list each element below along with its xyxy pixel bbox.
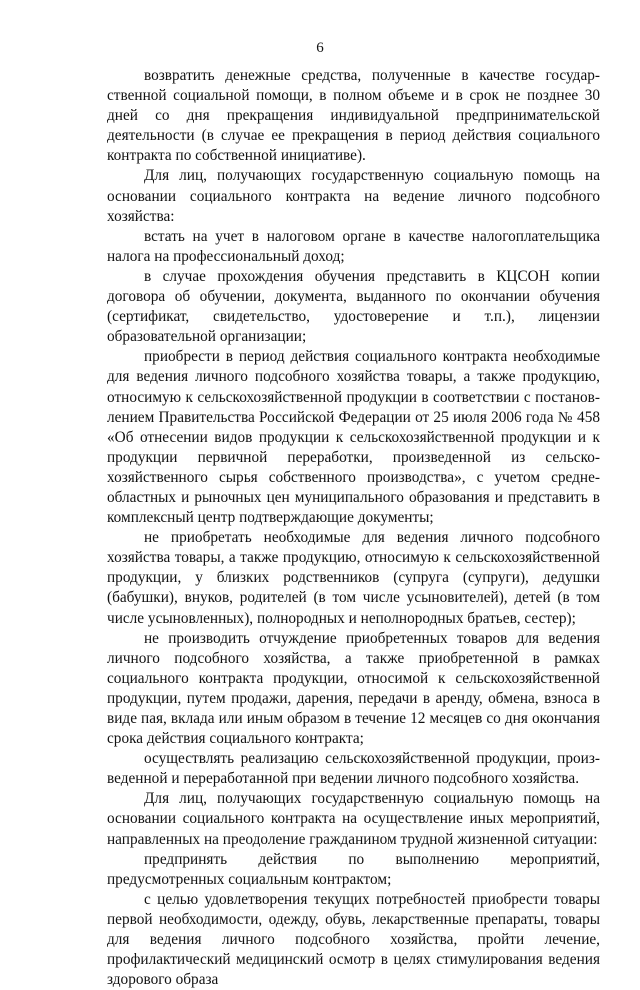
paragraph-take-actions: предпринять действия по выполнению мероприятий, предусмотренных социальным контрактом; (107, 850, 600, 888)
paragraph-other-measures-heading: Для лиц, получающих государственную социальную помощь на основании социального контракта на осуществление иных мероприятий, направленных на преодоление гражданином трудной жизненной ситуации: (107, 790, 600, 848)
paragraph-subsidiary-farm-heading: Для лиц, получающих государственную социальную помощь на основании социального контракта на ведение личного подсобного хозяйства: (107, 167, 600, 225)
paragraph-sell-produce: осуществлять реализацию сельскохозяйственной продукции, произведенной и переработанной при ведении личного подсобного хозяйства. (107, 750, 600, 788)
paragraph-no-alienation: не производить отчуждение приобретенных товаров для ведения личного подсобного хозяйства, а также приобретенной в рамках социального контракта продукции, относимой к сельскохозяйственной продукции, путем продажи, дарения, передачи в аренду, обмена, взноса в виде пая, вклада или иным образом в течение 12 месяцев со дня окончания срока действия социального контракта; (107, 629, 600, 748)
paragraph-training-documents: в случае прохождения обучения представить в КЦСОН копии договора об обучении, документа, выданного по окончании обучения (сертификат, свидетельство, удостоверение и т.п.), лицензии образовательной организации; (107, 267, 600, 346)
document-body (107, 66, 600, 990)
paragraph-refund-obligation: возвратить денежные средства, полученные в качестве государственной социальной помощи, в полном объеме и в срок не позднее 30 дней со дня прекращения индивидуальной предпринимательской деятельности (в случае ее прекращения в период действия социального контракта по собственной инициативе). (107, 67, 600, 165)
paragraph-no-relatives-purchase: не приобретать необходимые для ведения личного подсобного хозяйства товары, а также продукцию, относимую к сельскохозяйственной продукции, у близких родственников (супруга (супруги), дедушки (бабушки), внуков, родителей (в том числе усыновителей), детей (в том числе усыновленных), полнородных и неполнородных братьев, сестер); (107, 529, 600, 627)
page-number: 6 (316, 40, 324, 56)
paragraph-current-needs: с целью удовлетворения текущих потребностей приобрести товары первой необходимости, одежду, обувь, лекарственные препараты, товары для ведения личного подсобного хозяйства, пройти лечение, профилактический медицинский осмотр в целях стимулирования ведения здорового образа (107, 890, 600, 989)
paragraph-tax-registration: встать на учет в налоговом органе в качестве налогоплательщика налога на профессиональный доход; (107, 227, 600, 265)
paragraph-purchase-goods: приобрести в период действия социального контракта необходимые для ведения личного подсобного хозяйства товары, а также продукцию, относимую к сельскохозяйственной продукции в соответствии с постановлением Правительства Российской Федерации от 25 июля 2006 года № 458 «Об отнесении видов продукции к сельскохозяйственной продукции и к продукции первичной переработки, произведенной из сельскохозяйственного сырья собственного производства», с учетом среднеобластных и рыночных цен муниципального образования и представить в комплексный центр подтверждающие документы; (107, 348, 600, 527)
